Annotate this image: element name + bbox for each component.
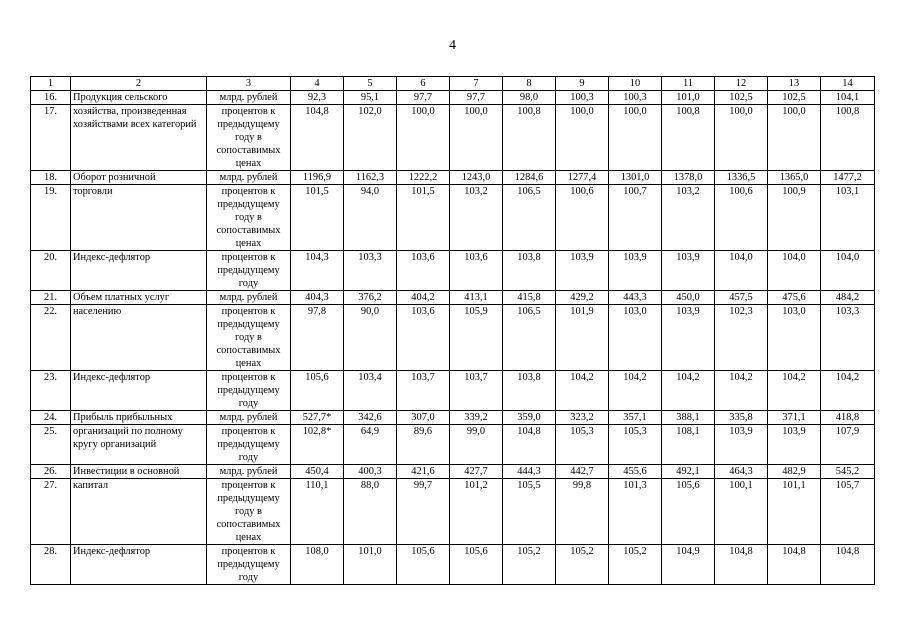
value-cell: 1336,5 — [715, 171, 768, 185]
value-cell: 100,0 — [556, 105, 609, 171]
value-cell: 104,2 — [821, 371, 875, 411]
value-cell: 104,1 — [821, 91, 875, 105]
value-cell: 103,9 — [715, 425, 768, 465]
value-cell: 104,2 — [715, 371, 768, 411]
value-cell: 105,5 — [503, 479, 556, 545]
unit-cell: млрд. рублей — [207, 465, 291, 479]
value-cell: 104,2 — [768, 371, 821, 411]
value-cell: 339,2 — [450, 411, 503, 425]
unit-cell: процентов к предыдущему году — [207, 371, 291, 411]
value-cell: 1243,0 — [450, 171, 503, 185]
indicator-cell: Прибыль прибыльных — [71, 411, 207, 425]
column-header: 2 — [71, 77, 207, 91]
indicator-cell: Инвестиции в основной — [71, 465, 207, 479]
value-cell: 105,7 — [821, 479, 875, 545]
value-cell: 103,2 — [450, 185, 503, 251]
value-cell: 421,6 — [397, 465, 450, 479]
value-cell: 105,2 — [556, 545, 609, 585]
value-cell: 400,3 — [344, 465, 397, 479]
value-cell: 101,5 — [397, 185, 450, 251]
value-cell: 103,9 — [609, 251, 662, 291]
row-number-cell: 19. — [31, 185, 71, 251]
table-row — [31, 91, 875, 105]
value-cell: 101,1 — [768, 479, 821, 545]
value-cell: 100,8 — [821, 105, 875, 171]
row-number-cell: 17. — [31, 105, 71, 171]
row-number-cell: 26. — [31, 465, 71, 479]
table-row — [31, 305, 875, 371]
value-cell: 100,3 — [556, 91, 609, 105]
indicator-cell: Индекс-дефлятор — [71, 251, 207, 291]
value-cell: 108,0 — [291, 545, 344, 585]
indicator-cell: хозяйства, произведенная хозяйствами всех категорий — [71, 105, 207, 171]
value-cell: 97,7 — [450, 91, 503, 105]
value-cell: 105,6 — [291, 371, 344, 411]
value-cell: 104,2 — [609, 371, 662, 411]
value-cell: 455,6 — [609, 465, 662, 479]
value-cell: 105,6 — [397, 545, 450, 585]
unit-cell: млрд. рублей — [207, 171, 291, 185]
value-cell: 413,1 — [450, 291, 503, 305]
column-header: 7 — [450, 77, 503, 91]
value-cell: 103,6 — [397, 305, 450, 371]
value-cell: 105,2 — [609, 545, 662, 585]
value-cell: 444,3 — [503, 465, 556, 479]
value-cell: 105,3 — [609, 425, 662, 465]
column-header: 3 — [207, 77, 291, 91]
value-cell: 442,7 — [556, 465, 609, 479]
value-cell: 307,0 — [397, 411, 450, 425]
value-cell: 103,8 — [503, 251, 556, 291]
indicator-cell: Оборот розничной — [71, 171, 207, 185]
value-cell: 100,1 — [715, 479, 768, 545]
value-cell: 105,9 — [450, 305, 503, 371]
value-cell: 404,2 — [397, 291, 450, 305]
value-cell: 103,6 — [397, 251, 450, 291]
value-cell: 103,3 — [344, 251, 397, 291]
value-cell: 359,0 — [503, 411, 556, 425]
value-cell: 105,3 — [556, 425, 609, 465]
value-cell: 1222,2 — [397, 171, 450, 185]
value-cell: 323,2 — [556, 411, 609, 425]
value-cell: 103,7 — [450, 371, 503, 411]
value-cell: 100,8 — [503, 105, 556, 171]
value-cell: 376,2 — [344, 291, 397, 305]
column-header: 13 — [768, 77, 821, 91]
unit-cell: млрд. рублей — [207, 411, 291, 425]
table-row — [31, 185, 875, 251]
column-header: 1 — [31, 77, 71, 91]
value-cell: 104,0 — [821, 251, 875, 291]
table-row — [31, 371, 875, 411]
value-cell: 101,0 — [344, 545, 397, 585]
value-cell: 475,6 — [768, 291, 821, 305]
indicator-cell: организаций по полному кругу организаций — [71, 425, 207, 465]
value-cell: 101,9 — [556, 305, 609, 371]
value-cell: 102,8* — [291, 425, 344, 465]
value-cell: 1277,4 — [556, 171, 609, 185]
table-row — [31, 105, 875, 171]
unit-cell: процентов к предыдущему году в сопоставимых ценах — [207, 185, 291, 251]
row-number-cell: 20. — [31, 251, 71, 291]
value-cell: 103,9 — [662, 305, 715, 371]
value-cell: 102,5 — [768, 91, 821, 105]
value-cell: 104,8 — [291, 105, 344, 171]
value-cell: 100,0 — [715, 105, 768, 171]
value-cell: 107,9 — [821, 425, 875, 465]
value-cell: 104,0 — [768, 251, 821, 291]
value-cell: 100,6 — [715, 185, 768, 251]
column-header: 11 — [662, 77, 715, 91]
value-cell: 102,5 — [715, 91, 768, 105]
header-row — [31, 77, 875, 91]
row-number-cell: 24. — [31, 411, 71, 425]
value-cell: 104,0 — [715, 251, 768, 291]
table-row — [31, 171, 875, 185]
column-header: 4 — [291, 77, 344, 91]
value-cell: 100,0 — [397, 105, 450, 171]
value-cell: 97,8 — [291, 305, 344, 371]
value-cell: 98,0 — [503, 91, 556, 105]
value-cell: 99,8 — [556, 479, 609, 545]
unit-cell: процентов к предыдущему году — [207, 251, 291, 291]
value-cell: 101,3 — [609, 479, 662, 545]
indicator-cell: Индекс-дефлятор — [71, 371, 207, 411]
table-body — [31, 91, 875, 585]
value-cell: 443,3 — [609, 291, 662, 305]
value-cell: 100,9 — [768, 185, 821, 251]
unit-cell: процентов к предыдущему году — [207, 545, 291, 585]
value-cell: 103,9 — [662, 251, 715, 291]
value-cell: 102,0 — [344, 105, 397, 171]
value-cell: 105,6 — [450, 545, 503, 585]
value-cell: 100,0 — [768, 105, 821, 171]
value-cell: 102,3 — [715, 305, 768, 371]
value-cell: 99,0 — [450, 425, 503, 465]
value-cell: 88,0 — [344, 479, 397, 545]
indicator-cell: Продукция сельского — [71, 91, 207, 105]
value-cell: 104,2 — [556, 371, 609, 411]
value-cell: 450,0 — [662, 291, 715, 305]
value-cell: 464,3 — [715, 465, 768, 479]
value-cell: 97,7 — [397, 91, 450, 105]
page-number: 4 — [449, 38, 456, 53]
value-cell: 105,2 — [503, 545, 556, 585]
value-cell: 64,9 — [344, 425, 397, 465]
column-header: 6 — [397, 77, 450, 91]
row-number-cell: 28. — [31, 545, 71, 585]
value-cell: 100,3 — [609, 91, 662, 105]
value-cell: 492,1 — [662, 465, 715, 479]
value-cell: 104,8 — [821, 545, 875, 585]
table-row — [31, 411, 875, 425]
value-cell: 404,3 — [291, 291, 344, 305]
value-cell: 110,1 — [291, 479, 344, 545]
table-row — [31, 465, 875, 479]
value-cell: 89,6 — [397, 425, 450, 465]
value-cell: 101,0 — [662, 91, 715, 105]
row-number-cell: 25. — [31, 425, 71, 465]
value-cell: 103,6 — [450, 251, 503, 291]
value-cell: 104,9 — [662, 545, 715, 585]
unit-cell: млрд. рублей — [207, 291, 291, 305]
value-cell: 103,0 — [768, 305, 821, 371]
value-cell: 100,0 — [450, 105, 503, 171]
value-cell: 101,2 — [450, 479, 503, 545]
value-cell: 450,4 — [291, 465, 344, 479]
value-cell: 371,1 — [768, 411, 821, 425]
value-cell: 427,7 — [450, 465, 503, 479]
unit-cell: млрд. рублей — [207, 91, 291, 105]
unit-cell: процентов к предыдущему году в сопоставимых ценах — [207, 305, 291, 371]
value-cell: 101,5 — [291, 185, 344, 251]
unit-cell: процентов к предыдущему году — [207, 425, 291, 465]
value-cell: 103,9 — [556, 251, 609, 291]
value-cell: 99,7 — [397, 479, 450, 545]
value-cell: 103,4 — [344, 371, 397, 411]
indicator-cell: населению — [71, 305, 207, 371]
value-cell: 104,8 — [768, 545, 821, 585]
indicator-cell: торговли — [71, 185, 207, 251]
column-header: 9 — [556, 77, 609, 91]
table-row — [31, 479, 875, 545]
column-header: 5 — [344, 77, 397, 91]
value-cell: 357,1 — [609, 411, 662, 425]
value-cell: 388,1 — [662, 411, 715, 425]
value-cell: 92,3 — [291, 91, 344, 105]
value-cell: 527,7* — [291, 411, 344, 425]
row-number-cell: 21. — [31, 291, 71, 305]
indicator-cell: Индекс-дефлятор — [71, 545, 207, 585]
value-cell: 90,0 — [344, 305, 397, 371]
indicator-cell: капитал — [71, 479, 207, 545]
value-cell: 342,6 — [344, 411, 397, 425]
column-header: 8 — [503, 77, 556, 91]
value-cell: 103,0 — [609, 305, 662, 371]
value-cell: 100,8 — [662, 105, 715, 171]
value-cell: 105,6 — [662, 479, 715, 545]
value-cell: 103,9 — [768, 425, 821, 465]
value-cell: 103,7 — [397, 371, 450, 411]
value-cell: 482,9 — [768, 465, 821, 479]
value-cell: 104,8 — [715, 545, 768, 585]
value-cell: 103,2 — [662, 185, 715, 251]
value-cell: 103,3 — [821, 305, 875, 371]
value-cell: 95,1 — [344, 91, 397, 105]
value-cell: 1378,0 — [662, 171, 715, 185]
value-cell: 103,8 — [503, 371, 556, 411]
row-number-cell: 27. — [31, 479, 71, 545]
value-cell: 1284,6 — [503, 171, 556, 185]
value-cell: 418,8 — [821, 411, 875, 425]
data-table — [30, 76, 875, 585]
value-cell: 335,8 — [715, 411, 768, 425]
row-number-cell: 16. — [31, 91, 71, 105]
table-row — [31, 425, 875, 465]
value-cell: 1365,0 — [768, 171, 821, 185]
column-header: 14 — [821, 77, 875, 91]
value-cell: 100,6 — [556, 185, 609, 251]
value-cell: 429,2 — [556, 291, 609, 305]
value-cell: 484,2 — [821, 291, 875, 305]
value-cell: 545,2 — [821, 465, 875, 479]
table-row — [31, 291, 875, 305]
table-row — [31, 545, 875, 585]
value-cell: 104,8 — [503, 425, 556, 465]
value-cell: 104,2 — [662, 371, 715, 411]
row-number-cell: 22. — [31, 305, 71, 371]
unit-cell: процентов к предыдущему году в сопоставимых ценах — [207, 479, 291, 545]
table-row — [31, 251, 875, 291]
value-cell: 100,7 — [609, 185, 662, 251]
row-number-cell: 18. — [31, 171, 71, 185]
column-header: 12 — [715, 77, 768, 91]
value-cell: 415,8 — [503, 291, 556, 305]
value-cell: 1477,2 — [821, 171, 875, 185]
column-header: 10 — [609, 77, 662, 91]
value-cell: 94,0 — [344, 185, 397, 251]
value-cell: 1301,0 — [609, 171, 662, 185]
indicator-cell: Объем платных услуг — [71, 291, 207, 305]
value-cell: 100,0 — [609, 105, 662, 171]
value-cell: 1162,3 — [344, 171, 397, 185]
row-number-cell: 23. — [31, 371, 71, 411]
value-cell: 103,1 — [821, 185, 875, 251]
value-cell: 1196,9 — [291, 171, 344, 185]
value-cell: 104,3 — [291, 251, 344, 291]
value-cell: 108,1 — [662, 425, 715, 465]
value-cell: 106,5 — [503, 305, 556, 371]
unit-cell: процентов к предыдущему году в сопоставимых ценах — [207, 105, 291, 171]
value-cell: 106,5 — [503, 185, 556, 251]
value-cell: 457,5 — [715, 291, 768, 305]
